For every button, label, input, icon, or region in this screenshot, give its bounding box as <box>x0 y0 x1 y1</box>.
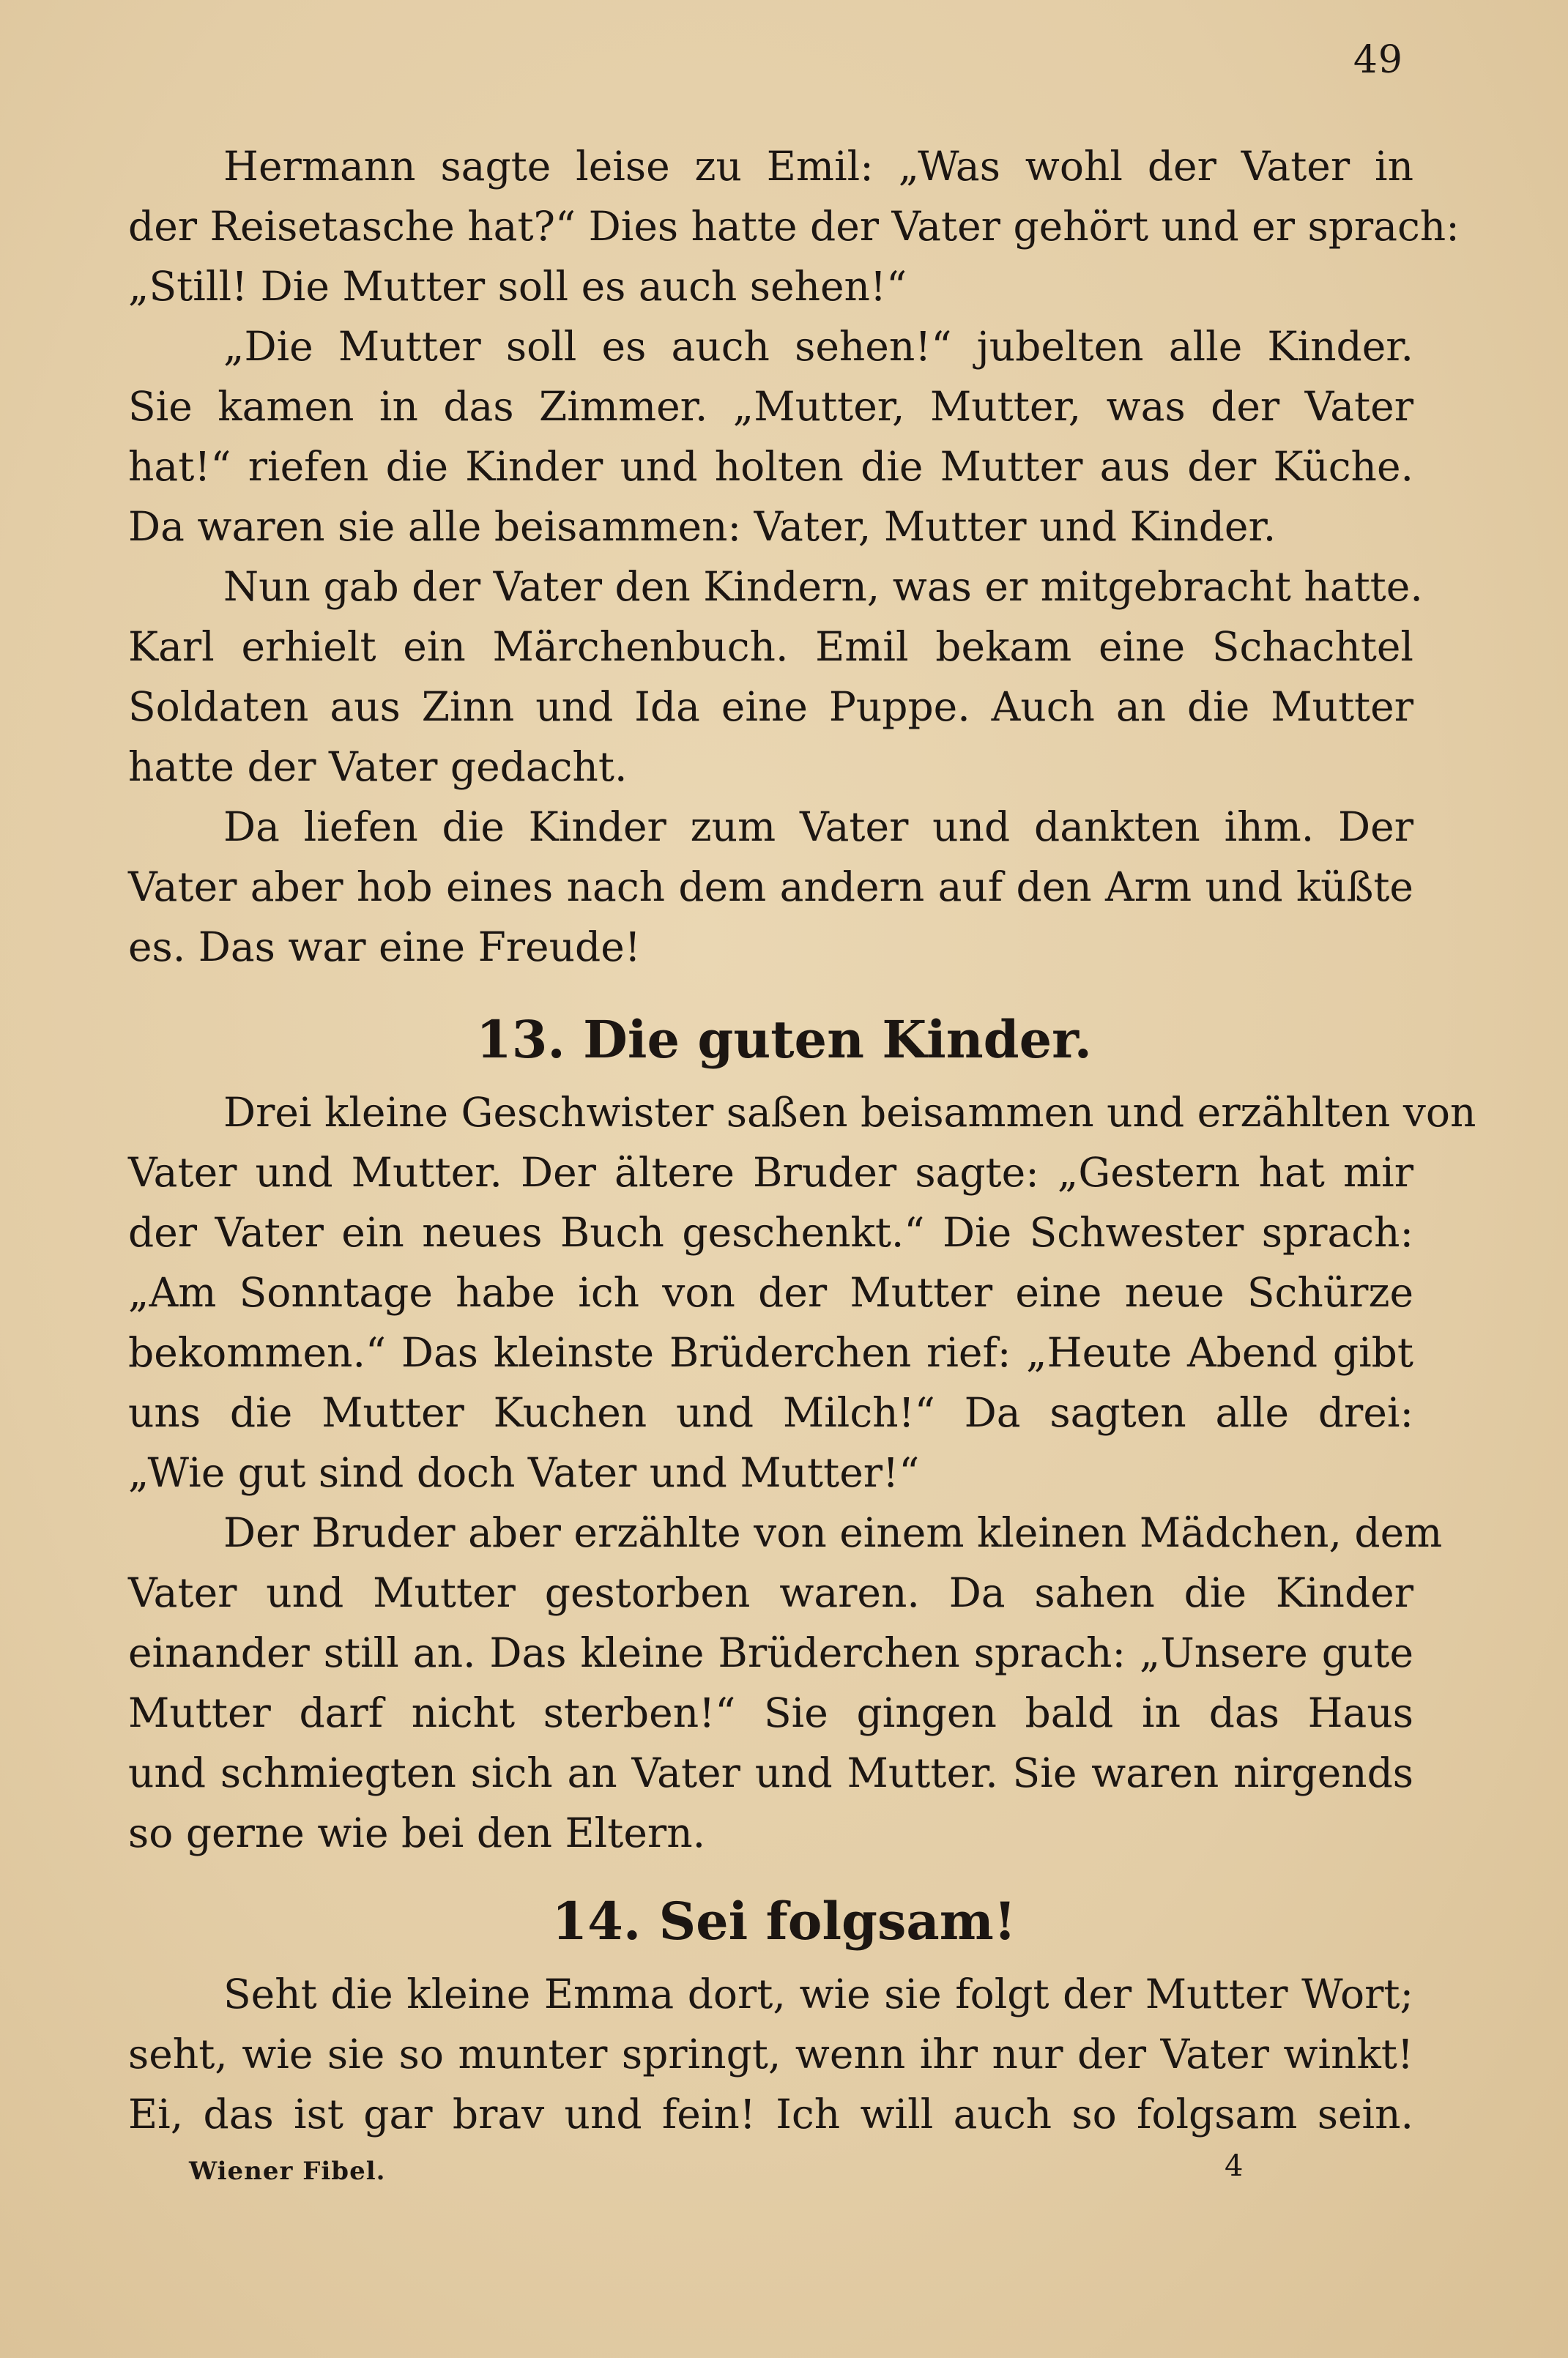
text-line: Ei, das ist gar brav und fein! Ich will auch so folgsam sein. <box>128 2091 1413 2138</box>
text-line: hatte der Vater gedacht. <box>128 743 628 790</box>
text-line: Der Bruder aber erzählte von einem kleinen Mädchen, dem <box>223 1509 1443 1556</box>
signature-mark: 4 <box>1225 2149 1244 2183</box>
text-line: seht, wie sie so munter springt, wenn ihr nur der Vater winkt! <box>128 2031 1413 2078</box>
paragraph <box>128 316 1413 557</box>
text-line: „Am Sonntage habe ich von der Mutter eine neue Schürze <box>128 1269 1413 1316</box>
text-line: hat!“ riefen die Kinder und holten die Mutter aus der Küche. <box>128 443 1413 490</box>
paragraph <box>128 797 1413 977</box>
book-title-footer: Wiener Fibel. <box>189 2157 386 2186</box>
text-line: Mutter darf nicht sterben!“ Sie gingen bald in das Haus <box>128 1689 1413 1736</box>
paragraph <box>128 1503 1443 1863</box>
section-13-heading: 13. Die guten Kinder. <box>476 1009 1092 1070</box>
paragraph <box>128 557 1423 797</box>
text-line: Drei kleine Geschwister saßen beisammen und erzählten von <box>223 1089 1476 1136</box>
text-line: der Vater ein neues Buch geschenkt.“ Die Schwester sprach: <box>128 1209 1413 1256</box>
text-line: Karl erhielt ein Märchenbuch. Emil bekam eine Schachtel <box>128 623 1413 670</box>
text-line: Da waren sie alle beisammen: Vater, Mutter und Kinder. <box>128 503 1277 550</box>
text-line: es. Das war eine Freude! <box>128 923 641 970</box>
text-line: Vater und Mutter. Der ältere Bruder sagte: „Gestern hat mir <box>128 1149 1413 1196</box>
text-line: Hermann sagte leise zu Emil: „Was wohl der Vater in <box>223 143 1413 190</box>
paragraph <box>128 1964 1413 2144</box>
paragraph <box>128 1082 1476 1503</box>
intro-text <box>128 136 1460 977</box>
text-line: „Still! Die Mutter soll es auch sehen!“ <box>128 263 907 310</box>
text-line: Nun gab der Vater den Kindern, was er mitgebracht hatte. <box>223 563 1423 610</box>
text-line: so gerne wie bei den Eltern. <box>128 1810 706 1856</box>
text-line: Soldaten aus Zinn und Ida eine Puppe. Auch an die Mutter <box>128 683 1413 730</box>
section-13-text <box>128 1082 1476 1863</box>
text-line: uns die Mutter Kuchen und Milch!“ Da sagten alle drei: <box>128 1389 1413 1436</box>
text-line: Seht die kleine Emma dort, wie sie folgt der Mutter Wort; <box>223 1971 1413 2017</box>
text-line: „Wie gut sind doch Vater und Mutter!“ <box>128 1449 920 1496</box>
section-14-heading: 14. Sei folgsam! <box>551 1891 1017 1952</box>
text-line: Vater aber hob eines nach dem andern auf den Arm und küßte <box>128 863 1413 910</box>
section-14-text <box>128 1964 1413 2144</box>
text-line: Da liefen die Kinder zum Vater und dankten ihm. Der <box>223 803 1413 850</box>
paragraph <box>128 136 1460 316</box>
text-line: Sie kamen in das Zimmer. „Mutter, Mutter, was der Vater <box>128 383 1413 430</box>
text-line: einander still an. Das kleine Brüderchen sprach: „Unsere gute <box>128 1629 1413 1676</box>
page-number: 49 <box>1353 38 1403 82</box>
text-line: bekommen.“ Das kleinste Brüderchen rief: „Heute Abend gibt <box>128 1329 1413 1376</box>
text-line: der Reisetasche hat?“ Dies hatte der Vater gehört und er sprach: <box>128 203 1460 250</box>
text-line: und schmiegten sich an Vater und Mutter. Sie waren nirgends <box>128 1749 1413 1796</box>
text-line: Vater und Mutter gestorben waren. Da sahen die Kinder <box>128 1569 1413 1616</box>
text-line: „Die Mutter soll es auch sehen!“ jubelten alle Kinder. <box>223 323 1413 370</box>
